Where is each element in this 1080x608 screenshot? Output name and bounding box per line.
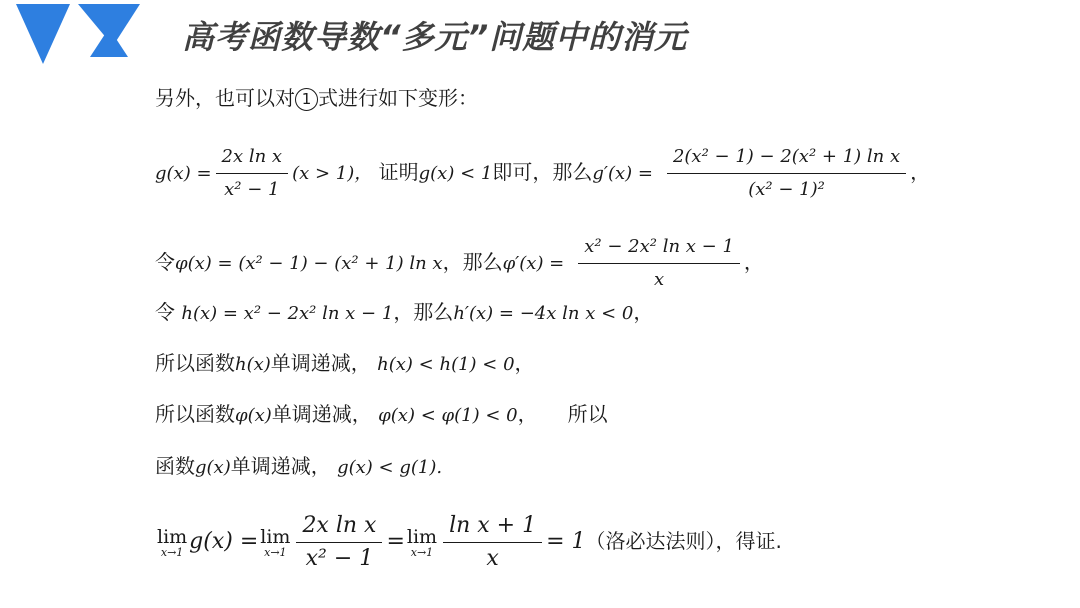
frac1-numerator: 2x ln x: [302, 513, 377, 538]
limit-result: = 1: [546, 529, 586, 554]
limit-1: [157, 527, 187, 559]
prove-text: 证明: [378, 160, 419, 184]
gprime-fraction: [667, 143, 906, 204]
line6-text2: 单调递减，: [271, 402, 372, 426]
line3-tail: ，: [743, 250, 764, 274]
h-definition: h(x) = x² − 2x² ln x − 1: [181, 303, 394, 324]
then-text: 即可，那么: [492, 160, 593, 184]
frac2-denominator: x: [443, 542, 542, 573]
page-title: 高考函数导数“多元”问题中的消元: [182, 18, 688, 56]
limit-3: [407, 527, 437, 559]
gprime-denominator: (x² − 1)²: [667, 173, 906, 204]
line7-text2: 单调递减，: [230, 454, 331, 478]
phi-definition: φ(x) = (x² − 1) − (x² + 1) ln x: [175, 253, 443, 274]
hprime-expression: h′(x) = −4x ln x < 0: [453, 303, 634, 324]
line5-text1: 所以函数: [155, 351, 235, 375]
lim-subscript: x→1: [160, 545, 184, 559]
line5-expr1: h(x): [235, 354, 271, 375]
lim-subscript: x→1: [264, 545, 287, 559]
line4-tail: ，: [633, 300, 654, 324]
text-line-1: [155, 84, 478, 112]
line5-text2: 单调递减，: [270, 351, 371, 375]
phiprime-fraction: [578, 233, 740, 294]
phiprime-definition: φ′(x) =: [502, 253, 565, 274]
formula-line-3: [155, 233, 764, 294]
lim-word: lim: [406, 525, 438, 548]
gprime-definition: g′(x) =: [592, 163, 653, 184]
g-numerator: 2x ln x: [221, 146, 283, 167]
formula-line-8: [155, 512, 782, 573]
lim-word: lim: [260, 525, 291, 548]
g-definition: g(x) =: [155, 163, 212, 184]
limit-note: （洛必达法则），得证.: [585, 529, 782, 553]
line2-tail: ，: [910, 160, 931, 184]
logo-icon: [12, 2, 144, 66]
then-text: ，那么: [393, 300, 454, 324]
line1-tail: 式进行如下变形：: [318, 86, 478, 110]
ling-text: 令: [155, 250, 175, 274]
then-text: ，那么: [442, 250, 503, 274]
g-fraction: [216, 143, 289, 204]
line7-expr2: g(x) < g(1).: [337, 457, 443, 478]
circled-number: 1: [295, 88, 318, 111]
gprime-numerator: 2(x² − 1) − 2(x² + 1) ln x: [672, 146, 901, 167]
line6-expr2: φ(x) < φ(1) < 0: [378, 405, 518, 426]
frac2-numerator: ln x + 1: [449, 513, 537, 538]
g-denominator: x² − 1: [216, 173, 289, 204]
prove-expression: g(x) < 1: [418, 163, 493, 184]
line6-text1: 所以函数: [155, 402, 235, 426]
equals-sign: =: [386, 529, 405, 554]
limit-fraction-2: [443, 512, 542, 573]
line7-text1: 函数: [155, 454, 195, 478]
lim-word: lim: [157, 525, 188, 548]
limit-fraction-1: [296, 512, 382, 573]
phiprime-numerator: x² − 2x² ln x − 1: [584, 236, 734, 257]
lim-subscript: x→1: [410, 545, 434, 559]
formula-line-2: [155, 143, 930, 204]
text-line-5: [155, 349, 535, 379]
formula-line-4: [155, 298, 653, 328]
line7-expr1: g(x): [195, 457, 231, 478]
line5-expr2: h(x) < h(1) < 0: [377, 354, 515, 375]
phiprime-denominator: x: [578, 263, 740, 294]
line6-text4: 所以: [567, 402, 608, 426]
line6-expr1: φ(x): [235, 405, 272, 426]
text-line-7: [155, 452, 442, 482]
line1-text: 另外，也可以对: [155, 86, 295, 110]
text-line-6: [155, 400, 608, 430]
limit-2: [260, 527, 290, 559]
frac1-denominator: x² − 1: [296, 542, 382, 573]
line5-tail: ，: [514, 351, 535, 375]
line6-text3: ，: [517, 402, 538, 426]
g-condition: (x > 1)，: [292, 163, 373, 184]
limit-lhs: g(x) =: [189, 529, 259, 554]
ling-text: 令: [155, 300, 175, 324]
